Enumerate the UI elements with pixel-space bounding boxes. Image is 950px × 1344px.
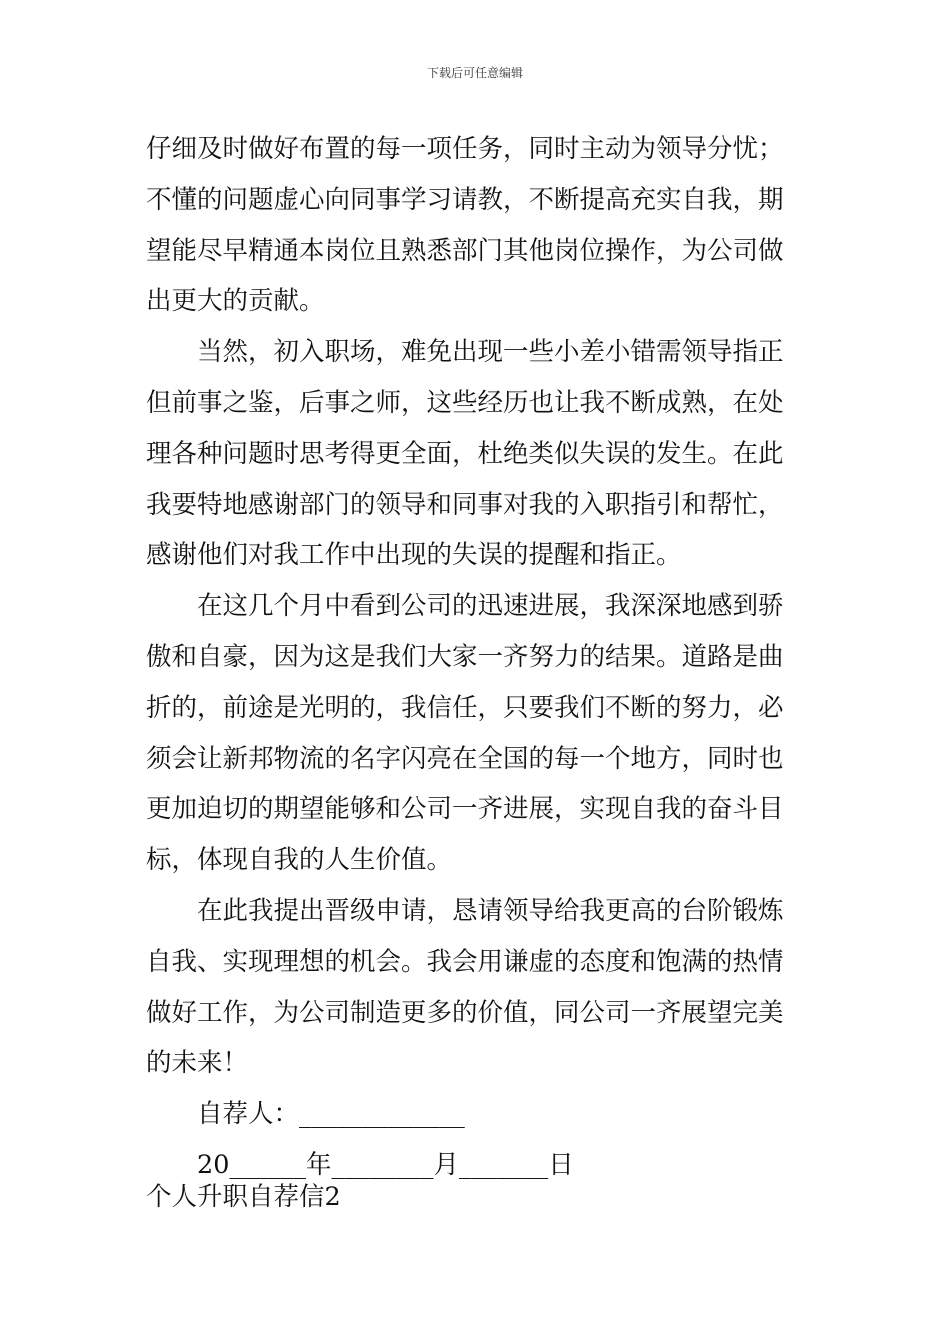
paragraph-line: 折的，前途是光明的，我信任，只要我们不断的努力，必	[146, 692, 784, 723]
paragraph-line: 须会让新邦物流的名字闪亮在全国的每一个地方，同时也	[146, 743, 784, 774]
paragraph-4	[146, 886, 808, 1089]
paragraph-line: 在这几个月中看到公司的迅速进展，我深深地感到骄	[197, 591, 784, 622]
paragraph-line: 的未来！	[146, 1048, 249, 1079]
paragraph-2	[146, 327, 808, 581]
paragraph-line: 更加迫切的期望能够和公司一齐进展，实现自我的奋斗目	[146, 794, 784, 825]
letter-body	[146, 124, 808, 1191]
date-line: 20______年________月_______日	[197, 1149, 574, 1180]
paragraph-line: 标，体现自我的人生价值。	[146, 845, 453, 876]
next-letter-heading: 个人升职自荐信2	[146, 1182, 341, 1212]
paragraph-line: 理各种问题时思考得更全面，杜绝类似失误的发生。在此	[146, 438, 784, 469]
page-header-note: 下载后可任意编辑	[426, 66, 523, 80]
paragraph-1	[146, 124, 808, 327]
paragraph-line: 仔细及时做好布置的每一项任务，同时主动为领导分忧；	[146, 134, 784, 164]
paragraph-line: 做好工作，为公司制造更多的价值，同公司一齐展望完美	[146, 997, 784, 1028]
paragraph-line: 不懂的问题虚心向同事学习请教，不断提高充实自我，期	[146, 184, 784, 215]
paragraph-3	[146, 581, 808, 886]
referrer-signature-line: 自荐人：_____________	[197, 1099, 465, 1130]
paragraph-line: 我要特地感谢部门的领导和同事对我的入职指引和帮忙，	[146, 489, 784, 520]
paragraph-line: 自我、实现理想的机会。我会用谦虚的态度和饱满的热情	[146, 946, 784, 977]
paragraph-line: 但前事之鉴，后事之师，这些经历也让我不断成熟，在处	[146, 387, 784, 418]
paragraph-line: 当然，初入职场，难免出现一些小差小错需领导指正	[197, 337, 784, 368]
paragraph-line: 傲和自豪，因为这是我们大家一齐努力的结果。道路是曲	[146, 641, 784, 672]
paragraph-line: 出更大的贡献。	[146, 286, 325, 317]
paragraph-line: 望能尽早精通本岗位且熟悉部门其他岗位操作，为公司做	[146, 235, 784, 266]
paragraph-line: 感谢他们对我工作中出现的失误的提醒和指正。	[146, 540, 682, 571]
paragraph-line: 在此我提出晋级申请，恳请领导给我更高的台阶锻炼	[197, 895, 784, 926]
